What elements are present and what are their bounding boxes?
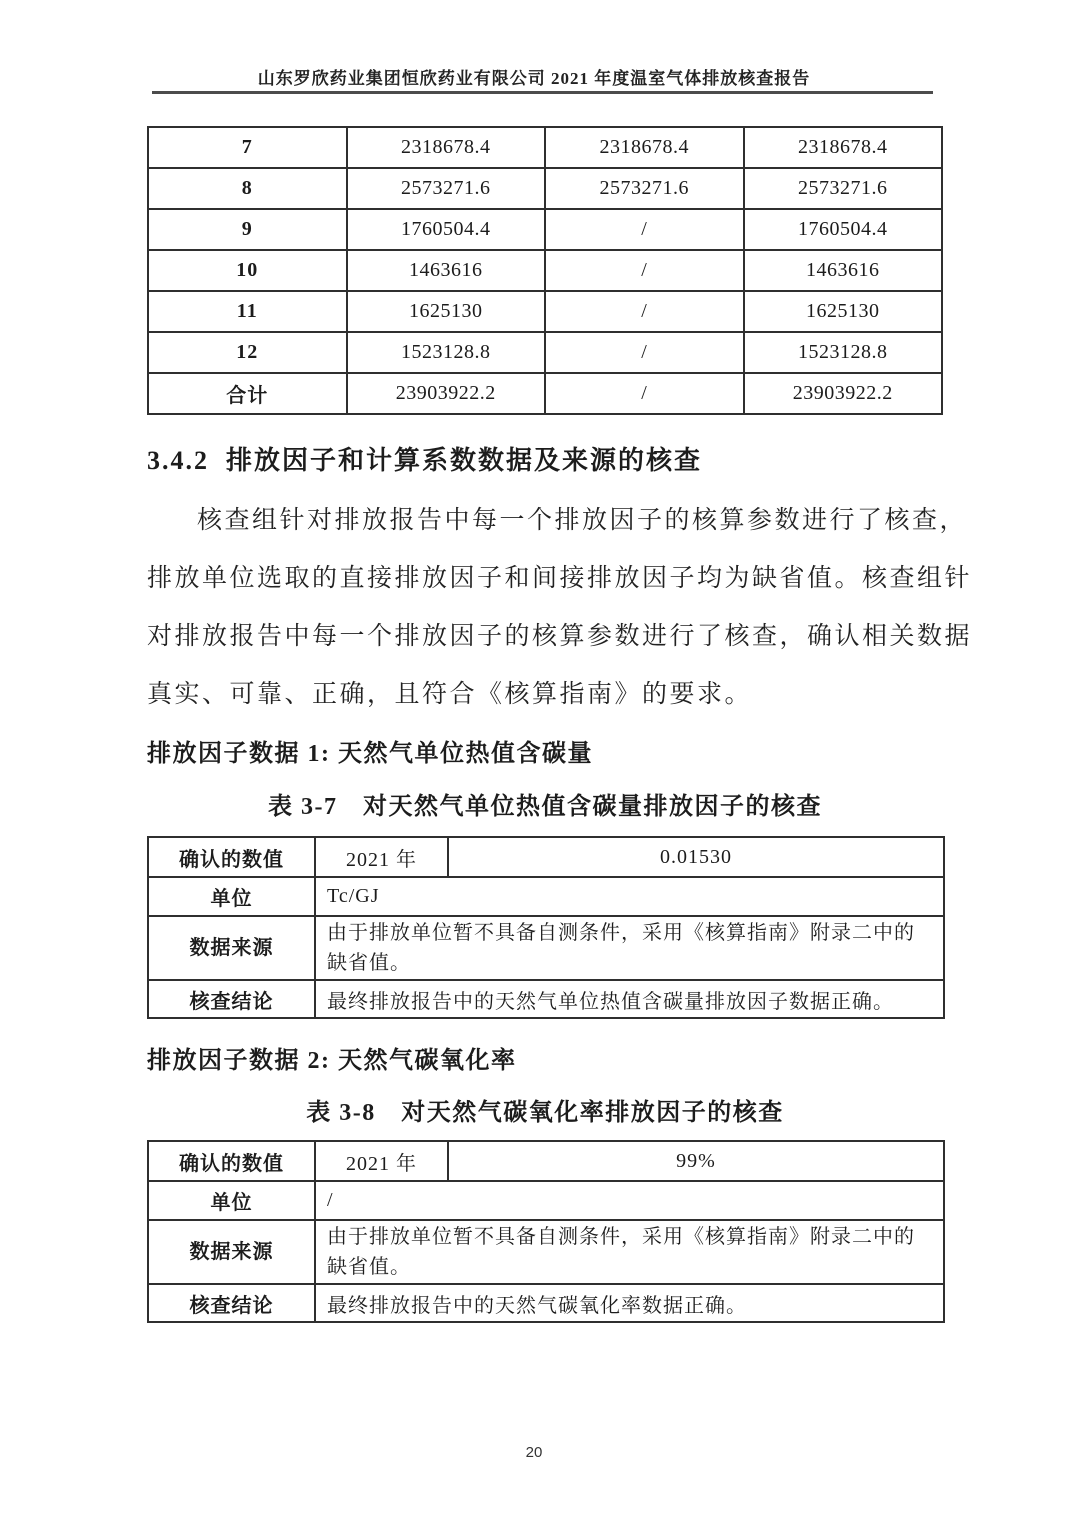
table-row [148,332,942,373]
value-cell: 2573271.6 [347,168,546,209]
table-row [148,209,942,250]
conclusion-cell: 最终排放报告中的天然气碳氧化率数据正确。 [315,1284,944,1322]
month-cell: 12 [148,332,347,373]
confirmed-value-label-cell: 确认的数值 [148,837,315,877]
unit-value-cell: Tc/GJ [315,877,944,916]
table-row [148,1284,944,1322]
confirmed-value-cell: 0.01530 [448,837,944,877]
table-row [148,877,944,916]
value-cell: 1463616 [744,250,943,291]
month-cell: 7 [148,127,347,168]
confirmed-value-cell: 99% [448,1141,944,1181]
month-cell: 8 [148,168,347,209]
conclusion-label-cell: 核查结论 [148,1284,315,1322]
value-cell: / [545,250,744,291]
value-cell: / [545,209,744,250]
page-number: 20 [525,1444,543,1461]
table-row [148,1181,944,1220]
value-cell: 1523128.8 [347,332,546,373]
value-cell: 1463616 [347,250,546,291]
month-cell: 9 [148,209,347,250]
data-source-label-cell: 数据来源 [148,916,315,980]
table-row [148,127,942,168]
table-row [148,250,942,291]
doc-header-rule [152,91,933,94]
data-source-cell: 由于排放单位暂不具备自测条件，采用《核算指南》附录二中的缺省值。 [315,916,944,980]
value-cell: / [545,291,744,332]
table-row [148,291,942,332]
paragraph-line: 真实、可靠、正确，且符合《核算指南》的要求。 [147,681,753,708]
conclusion-cell: 最终排放报告中的天然气单位热值含碳量排放因子数据正确。 [315,980,944,1018]
paragraph-line: 核查组针对排放报告中每一个排放因子的核算参数进行了核查， [197,507,968,534]
value-cell: 1760504.4 [744,209,943,250]
monthly-consumption-table [147,126,943,415]
section-paragraph [147,492,973,724]
total-label-cell: 合计 [148,373,347,414]
paragraph-line: 排放单位选取的直接排放因子和间接排放因子均为缺省值。核查组针 [147,565,973,592]
value-cell: 2318678.4 [744,127,943,168]
table-row [148,916,944,980]
value-cell: / [545,373,744,414]
year-cell: 2021 年 [315,837,448,877]
factor1-heading: 排放因子数据 1: 天然气单位热值含碳量 [147,741,593,767]
value-cell: 23903922.2 [744,373,943,414]
data-source-label-cell: 数据来源 [148,1220,315,1284]
value-cell: 23903922.2 [347,373,546,414]
table-3-7 [147,836,945,1019]
table-row [148,168,942,209]
table-3-7-caption: 表 3-7 对天然气单位热值含碳量排放因子的核查 [268,794,822,820]
section-heading-3-4-2: 3.4.2 排放因子和计算系数数据及来源的核查 [147,446,703,475]
table-row [148,980,944,1018]
doc-header-title: 山东罗欣药业集团恒欣药业有限公司 2021 年度温室气体排放核查报告 [257,69,811,88]
value-cell: 1625130 [347,291,546,332]
value-cell: / [545,332,744,373]
table-3-8-caption: 表 3-8 对天然气碳氧化率排放因子的核查 [306,1100,784,1126]
table-row-total [148,373,942,414]
value-cell: 2318678.4 [545,127,744,168]
year-cell: 2021 年 [315,1141,448,1181]
data-source-cell: 由于排放单位暂不具备自测条件，采用《核算指南》附录二中的缺省值。 [315,1220,944,1284]
unit-value-cell: / [315,1181,944,1220]
table-row [148,1141,944,1181]
table-3-8 [147,1140,945,1323]
month-cell: 10 [148,250,347,291]
unit-label-cell: 单位 [148,877,315,916]
table-row [148,837,944,877]
month-cell: 11 [148,291,347,332]
value-cell: 1760504.4 [347,209,546,250]
value-cell: 1523128.8 [744,332,943,373]
value-cell: 2573271.6 [545,168,744,209]
unit-label-cell: 单位 [148,1181,315,1220]
factor2-heading: 排放因子数据 2: 天然气碳氧化率 [147,1048,517,1074]
conclusion-label-cell: 核查结论 [148,980,315,1018]
value-cell: 2573271.6 [744,168,943,209]
paragraph-line: 对排放报告中每一个排放因子的核算参数进行了核查，确认相关数据 [147,623,973,650]
value-cell: 2318678.4 [347,127,546,168]
value-cell: 1625130 [744,291,943,332]
table-row [148,1220,944,1284]
confirmed-value-label-cell: 确认的数值 [148,1141,315,1181]
